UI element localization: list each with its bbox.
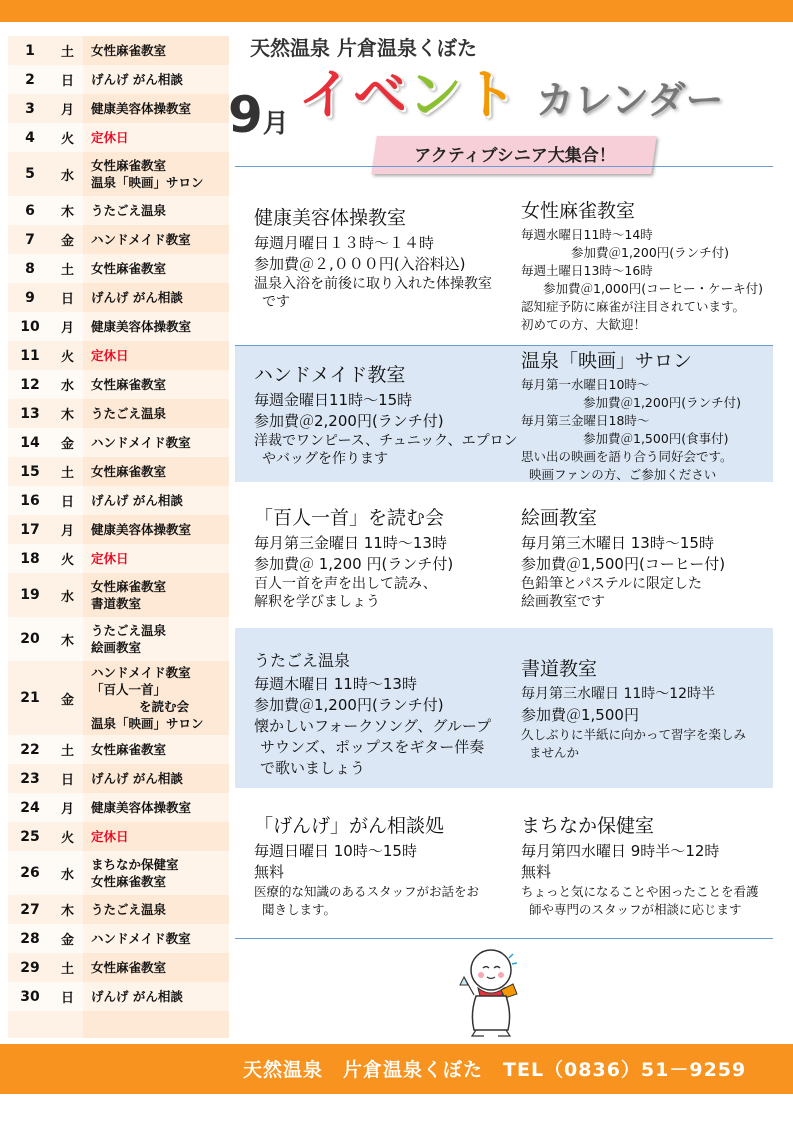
calendar-event: ハンドメイド教室 — [91, 931, 191, 946]
card-line: 参加費＠1,200円(ランチ付) — [583, 395, 742, 410]
calendar-day: 1 — [8, 36, 52, 65]
calendar-event: げんげ がん相談 — [91, 989, 183, 1004]
calendar-weekday: 水 — [52, 573, 83, 617]
card-line: 参加費＠1,200円(ランチ付) — [571, 245, 730, 260]
calendar-weekday: 水 — [52, 370, 83, 399]
card-title: 温泉「映画」サロン — [521, 350, 693, 372]
calendar-weekday: 火 — [52, 822, 83, 851]
calendar-event: げんげ がん相談 — [91, 493, 183, 508]
card-line: 毎週木曜日 11時～13時 — [254, 675, 417, 693]
calendar-weekday: 日 — [52, 283, 83, 312]
card-line: 参加費＠２,０００円(入浴料込) — [254, 255, 466, 273]
closed-day-label: 定休日 — [91, 829, 129, 844]
card-line: 無料 — [521, 863, 552, 881]
banner-text: アクティブシニア大集合！ — [414, 146, 616, 166]
card-line: 毎月第四水曜日 9時半～12時 — [521, 842, 720, 860]
card-line: で歌いましょう — [260, 759, 366, 777]
card-line: 解釈を学びましょう — [254, 594, 380, 610]
calendar-events — [83, 573, 229, 617]
card-title: 絵画教室 — [521, 507, 598, 529]
card-line: やバッグを作ります — [262, 451, 388, 467]
calendar-row — [8, 617, 229, 661]
calendar-row — [8, 515, 229, 544]
card-title: 女性麻雀教室 — [521, 200, 636, 222]
event-char-1: イ — [298, 63, 353, 126]
card-kenko — [254, 205, 492, 311]
card-title: 「百人一首」を読む会 — [254, 507, 445, 529]
calendar-weekday: 金 — [52, 428, 83, 457]
calendar-event: 女性麻雀教室 — [91, 377, 167, 392]
calendar-row — [8, 254, 229, 283]
event-char-2: ベ — [353, 63, 408, 126]
calendar-row — [8, 895, 229, 924]
calendar-event: 健康美容体操教室 — [91, 522, 192, 537]
card-line: 毎月第三水曜日 11時～12時半 — [521, 686, 716, 702]
calendar-events — [83, 283, 229, 312]
card-line: 久しぶりに半紙に向かって習字を楽しみ — [521, 727, 747, 742]
calendar-day: 21 — [8, 661, 52, 735]
calendar-event: うたごえ温泉 — [91, 623, 167, 638]
calendar-day: 6 — [8, 196, 52, 225]
calendar-day: 28 — [8, 924, 52, 953]
calendar-event: うたごえ温泉 — [91, 406, 167, 421]
calendar-row — [8, 94, 229, 123]
calendar-day: 5 — [8, 152, 52, 196]
card-line: 百人一首を声を出して読み、 — [254, 576, 437, 592]
card-title: 健康美容体操教室 — [254, 207, 407, 229]
calendar-day: 12 — [8, 370, 52, 399]
calendar-weekday: 金 — [52, 225, 83, 254]
calendar-event: 「百人一首」 — [91, 682, 167, 697]
calendar-event: ハンドメイド教室 — [91, 232, 191, 247]
calendar-events — [83, 312, 229, 341]
calendar-title: カレンダー — [536, 78, 724, 122]
card-line: 毎月第三木曜日 13時～15時 — [521, 534, 714, 552]
calendar-event: ハンドメイド教室 — [91, 665, 191, 680]
calendar-events — [83, 924, 229, 953]
card-line: 色鉛筆とパステルに限定した — [521, 576, 703, 592]
calendar-day: 25 — [8, 822, 52, 851]
card-genge — [254, 813, 479, 919]
card-line: 無料 — [254, 863, 285, 881]
card-line: 認知症予防に麻雀が注目されています。 — [521, 299, 746, 314]
calendar-row — [8, 661, 229, 735]
event-title — [298, 60, 518, 130]
calendar-weekday: 土 — [52, 953, 83, 982]
calendar-day: 19 — [8, 573, 52, 617]
card-utagoe — [254, 650, 491, 779]
card-line: 毎月第三金曜日 11時～13時 — [254, 534, 447, 552]
calendar-event: うたごえ温泉 — [91, 902, 167, 917]
calendar-row — [8, 283, 229, 312]
card-shodo — [521, 656, 746, 762]
calendar-events — [83, 486, 229, 515]
card-line: 映画ファンの方、ご参加ください — [529, 467, 717, 482]
calendar-events — [83, 457, 229, 486]
calendar-events — [83, 895, 229, 924]
calendar-event: ハンドメイド教室 — [91, 435, 191, 450]
calendar-events — [83, 793, 229, 822]
calendar-day: 29 — [8, 953, 52, 982]
calendar-day: 11 — [8, 341, 52, 370]
calendar-row — [8, 152, 229, 196]
calendar-day: 10 — [8, 312, 52, 341]
calendar-events — [83, 544, 229, 573]
calendar-events — [83, 254, 229, 283]
footer-contact: 天然温泉 片倉温泉くぼた TEL（0836）51－9259 — [243, 1059, 747, 1081]
calendar-row — [8, 735, 229, 764]
calendar-row — [8, 123, 229, 152]
card-line: ませんか — [529, 745, 580, 760]
empty-cell — [52, 1011, 83, 1038]
calendar-event: 女性麻雀教室 — [91, 464, 167, 479]
month-suffix: 月 — [262, 109, 289, 139]
card-line: 参加費＠ 1,200 円(ランチ付) — [254, 555, 454, 573]
calendar-events — [83, 152, 229, 196]
calendar-day: 30 — [8, 982, 52, 1011]
divider — [235, 166, 773, 167]
calendar-events — [83, 515, 229, 544]
card-mahjong — [521, 198, 763, 334]
calendar-empty-row — [8, 1011, 229, 1038]
calendar-event: 女性麻雀教室 — [91, 43, 167, 58]
card-line: 毎週金曜日11時～15時 — [254, 391, 413, 409]
calendar-weekday: 土 — [52, 735, 83, 764]
calendar-events — [83, 196, 229, 225]
top-orange-bar — [0, 0, 793, 22]
calendar-event: 女性麻雀教室 — [91, 579, 167, 594]
calendar-row — [8, 924, 229, 953]
card-line: 懐かしいフォークソング、グループ — [254, 717, 492, 735]
closed-day-label: 定休日 — [91, 551, 129, 566]
calendar-day: 4 — [8, 123, 52, 152]
calendar-weekday: 木 — [52, 399, 83, 428]
calendar-day: 14 — [8, 428, 52, 457]
calendar-day: 24 — [8, 793, 52, 822]
calendar-row — [8, 428, 229, 457]
calendar-row — [8, 486, 229, 515]
calendar-row — [8, 573, 229, 617]
card-line: 初めての方、大歓迎！ — [521, 317, 647, 332]
card-line: 毎月第三金曜日18時～ — [521, 413, 650, 428]
calendar-day: 27 — [8, 895, 52, 924]
calendar-event: げんげ がん相談 — [91, 72, 183, 87]
event-char-3: ン — [408, 63, 463, 126]
calendar-events — [83, 225, 229, 254]
calendar-day: 2 — [8, 65, 52, 94]
calendar-events — [83, 982, 229, 1011]
calendar-events — [83, 764, 229, 793]
card-line: 毎週月曜日１３時～１４時 — [254, 234, 435, 252]
calendar-events — [83, 851, 229, 895]
calendar-event: 女性麻雀教室 — [91, 158, 167, 173]
card-eiga — [521, 348, 741, 484]
calendar-events — [83, 735, 229, 764]
card-line: 参加費＠2,200円(ランチ付) — [254, 412, 444, 430]
calendar-row — [8, 225, 229, 254]
calendar-day: 20 — [8, 617, 52, 661]
card-line: 思い出の映画を語り合う同好会です。 — [521, 449, 733, 464]
month-number — [228, 80, 289, 159]
card-line: 参加費＠1,000円(コーヒー・ケーキ付) — [543, 281, 764, 296]
calendar-events — [83, 399, 229, 428]
brand-name: 天然温泉 片倉温泉くぼた — [250, 36, 477, 60]
calendar-event: まちなか保健室 — [91, 857, 179, 872]
event-calendar — [8, 36, 229, 1053]
card-title: うたごえ温泉 — [254, 651, 351, 670]
calendar-row — [8, 764, 229, 793]
calendar-row — [8, 341, 229, 370]
calendar-events — [83, 370, 229, 399]
calendar-weekday: 土 — [52, 457, 83, 486]
card-line: 参加費＠1,500円(食事付) — [583, 431, 729, 446]
card-title: ハンドメイド教室 — [254, 364, 406, 386]
card-line: 絵画教室です — [521, 594, 605, 610]
card-line: サウンズ、ポップスをギター伴奏 — [260, 738, 485, 756]
calendar-event: 健康美容体操教室 — [91, 800, 192, 815]
calendar-row — [8, 370, 229, 399]
card-handmade — [254, 362, 518, 468]
calendar-events — [83, 36, 229, 65]
calendar-event: 女性麻雀教室 — [91, 960, 167, 975]
jizo-mascot-icon — [456, 940, 526, 1040]
calendar-weekday: 日 — [52, 764, 83, 793]
calendar-event: げんげ がん相談 — [91, 290, 183, 305]
calendar-row — [8, 36, 229, 65]
card-line: 聞きします。 — [262, 902, 337, 917]
calendar-row — [8, 793, 229, 822]
card-hyakunin — [254, 505, 453, 611]
calendar-event: 女性麻雀教室 — [91, 261, 167, 276]
calendar-row — [8, 953, 229, 982]
card-line: 毎月第一水曜日10時～ — [521, 377, 650, 392]
calendar-event: げんげ がん相談 — [91, 771, 183, 786]
card-line: 毎週日曜日 10時～15時 — [254, 842, 417, 860]
calendar-events — [83, 428, 229, 457]
calendar-weekday: 火 — [52, 341, 83, 370]
calendar-row — [8, 544, 229, 573]
calendar-weekday: 木 — [52, 196, 83, 225]
calendar-day: 26 — [8, 851, 52, 895]
card-line: 師や専門のスタッフが相談に応じます — [529, 902, 742, 917]
empty-cell — [83, 1011, 229, 1038]
calendar-weekday: 木 — [52, 895, 83, 924]
calendar-day: 3 — [8, 94, 52, 123]
calendar-day: 15 — [8, 457, 52, 486]
calendar-day: 8 — [8, 254, 52, 283]
calendar-weekday: 土 — [52, 36, 83, 65]
calendar-events — [83, 617, 229, 661]
calendar-row — [8, 457, 229, 486]
calendar-events — [83, 65, 229, 94]
calendar-event: 書道教室 — [91, 596, 142, 611]
card-line: 毎週水曜日11時～14時 — [521, 227, 653, 242]
calendar-events — [83, 822, 229, 851]
calendar-event: 健康美容体操教室 — [91, 319, 192, 334]
divider — [235, 345, 773, 346]
calendar-event: 女性麻雀教室 — [91, 874, 167, 889]
month-digit: 9 — [228, 86, 263, 144]
calendar-row — [8, 851, 229, 895]
calendar-day: 17 — [8, 515, 52, 544]
calendar-weekday: 日 — [52, 486, 83, 515]
calendar-events — [83, 661, 229, 735]
calendar-event: 健康美容体操教室 — [91, 101, 192, 116]
calendar-event: を読む会 — [139, 699, 190, 714]
card-line: 参加費＠1,500円(コーヒー付) — [521, 555, 726, 573]
calendar-day: 16 — [8, 486, 52, 515]
calendar-weekday: 月 — [52, 793, 83, 822]
card-title: まちなか保健室 — [521, 815, 655, 837]
calendar-event: 女性麻雀教室 — [91, 742, 167, 757]
calendar-weekday: 火 — [52, 544, 83, 573]
calendar-row — [8, 65, 229, 94]
calendar-weekday: 木 — [52, 617, 83, 661]
calendar-row — [8, 822, 229, 851]
calendar-weekday: 金 — [52, 661, 83, 735]
calendar-event: 温泉「映画」サロン — [91, 716, 204, 731]
calendar-day: 13 — [8, 399, 52, 428]
calendar-weekday: 土 — [52, 254, 83, 283]
card-line: です — [262, 294, 290, 310]
card-title: 書道教室 — [521, 658, 598, 680]
empty-cell — [8, 1011, 52, 1038]
calendar-day: 9 — [8, 283, 52, 312]
card-line: 毎週土曜日13時～16時 — [521, 263, 653, 278]
calendar-row — [8, 312, 229, 341]
card-line: 参加費＠1,500円 — [521, 706, 639, 724]
calendar-day: 23 — [8, 764, 52, 793]
closed-day-label: 定休日 — [91, 130, 129, 145]
calendar-event: 絵画教室 — [91, 640, 142, 655]
calendar-weekday: 月 — [52, 515, 83, 544]
calendar-weekday: 日 — [52, 65, 83, 94]
closed-day-label: 定休日 — [91, 348, 129, 363]
calendar-events — [83, 953, 229, 982]
calendar-weekday: 水 — [52, 851, 83, 895]
calendar-weekday: 水 — [52, 152, 83, 196]
calendar-weekday: 金 — [52, 924, 83, 953]
calendar-events — [83, 341, 229, 370]
card-line: ちょっと気になることや困ったことを看護 — [521, 884, 759, 899]
card-hokenshitsu — [521, 813, 759, 919]
calendar-weekday: 月 — [52, 94, 83, 123]
calendar-row — [8, 196, 229, 225]
card-kaiga — [521, 505, 725, 611]
calendar-event: 温泉「映画」サロン — [91, 175, 204, 190]
divider — [235, 938, 773, 939]
card-title: 「げんげ」がん相談処 — [254, 815, 445, 837]
calendar-weekday: 火 — [52, 123, 83, 152]
card-line: 医療的な知識のあるスタッフがお話をお — [254, 884, 480, 899]
calendar-row — [8, 399, 229, 428]
calendar-event: うたごえ温泉 — [91, 203, 167, 218]
card-line: 参加費＠1,200円(ランチ付) — [254, 696, 444, 714]
calendar-events — [83, 123, 229, 152]
calendar-weekday: 日 — [52, 982, 83, 1011]
calendar-day: 18 — [8, 544, 52, 573]
calendar-weekday: 月 — [52, 312, 83, 341]
calendar-day: 22 — [8, 735, 52, 764]
calendar-row — [8, 982, 229, 1011]
calendar-day: 7 — [8, 225, 52, 254]
card-line: 温泉入浴を前後に取り入れた体操教室 — [254, 276, 492, 292]
calendar-events — [83, 94, 229, 123]
card-line: 洋裁でワンピース、チュニック、エプロン — [254, 433, 518, 449]
event-char-4: ト — [463, 63, 518, 126]
